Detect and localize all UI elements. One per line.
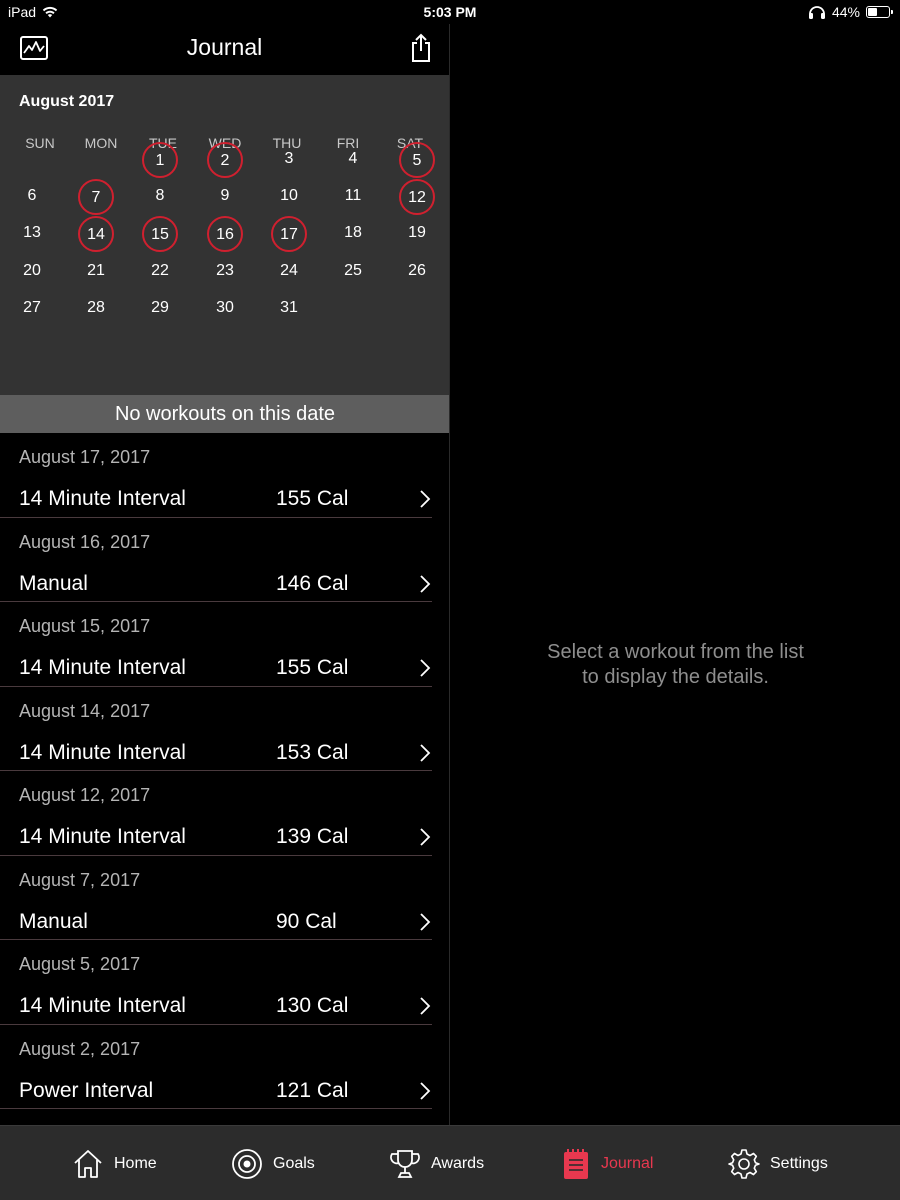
tab-journal-label: Journal [601,1155,654,1172]
weekday-label: SUN [25,135,55,151]
tab-awards[interactable] [389,1146,484,1182]
calendar-day[interactable]: 7 [78,179,114,215]
workout-row[interactable] [0,602,450,687]
chevron-right-icon [418,826,432,848]
calendar-day[interactable]: 21 [87,261,105,279]
share-icon [409,33,433,63]
calendar-day[interactable]: 9 [220,187,230,205]
chevron-right-icon [418,911,432,933]
chevron-right-icon [418,995,432,1017]
calendar [0,75,450,395]
battery-level [868,8,877,16]
workout-name: 14 Minute Interval [19,656,186,679]
calendar-day[interactable]: 6 [27,187,37,205]
workout-row[interactable] [0,940,450,1025]
calendar-day[interactable]: 30 [216,298,234,316]
weekday-label: FRI [336,135,360,151]
calendar-day[interactable]: 3 [284,150,294,167]
chevron-right-icon [418,742,432,764]
workout-calories: 121 Cal [276,1078,349,1102]
workout-list [0,433,450,1109]
share-button[interactable] [405,32,437,64]
calendar-day[interactable]: 14 [78,216,114,252]
status-bar [0,0,900,24]
workout-name: 14 Minute Interval [19,825,186,848]
calendar-day[interactable]: 27 [23,298,41,316]
weekday-label: MON [84,135,118,151]
calendar-day[interactable]: 23 [216,261,234,279]
workout-row[interactable] [0,687,450,772]
workout-calories: 155 Cal [276,487,349,510]
calendar-day[interactable]: 2 [207,142,243,178]
workout-name: Power Interval [19,1078,154,1102]
gear-icon [728,1148,760,1180]
tab-goals-label: Goals [273,1155,315,1172]
calendar-day[interactable]: 22 [151,261,169,279]
workout-date: August 16, 2017 [19,531,151,552]
calendar-day[interactable]: 4 [348,150,358,167]
calendar-day[interactable]: 16 [207,216,243,252]
tab-awards-label: Awards [431,1155,485,1172]
home-icon [72,1148,104,1180]
calendar-day[interactable]: 26 [408,261,426,279]
calendar-day[interactable]: 5 [399,142,435,178]
detail-placeholder [451,640,900,690]
weekday-label: WED [208,135,242,151]
workout-date: August 14, 2017 [19,700,151,721]
calendar-day[interactable]: 11 [344,187,362,205]
tab-home[interactable] [72,1146,157,1182]
workout-date: August 17, 2017 [19,447,151,467]
calendar-day[interactable]: 18 [344,224,362,242]
status-right [808,4,890,20]
detail-placeholder-line1: Select a workout from the list [547,641,804,663]
chevron-right-icon [418,657,432,679]
chevron-right-icon [418,573,432,595]
tab-settings-label: Settings [770,1155,828,1172]
workout-calories: 155 Cal [276,656,349,679]
target-icon [231,1148,263,1180]
workout-row[interactable] [0,856,450,941]
workout-name: 14 Minute Interval [19,994,186,1017]
status-time: 5:03 PM [423,4,477,20]
headphones-icon [808,5,826,19]
workout-date: August 7, 2017 [19,869,141,890]
workout-row[interactable] [0,771,450,856]
calendar-day[interactable]: 1 [142,142,178,178]
workout-calories: 153 Cal [276,740,349,764]
calendar-day[interactable]: 19 [408,224,426,242]
calendar-month: August 2017 [19,93,115,110]
workout-calories: 130 Cal [276,994,349,1017]
battery-percent: 44% [831,4,860,20]
page-title: Journal [186,34,263,60]
divider [0,1108,432,1109]
detail-placeholder-line2: to display the details. [582,666,769,688]
workout-row[interactable] [0,518,450,603]
selected-date-message: No workouts on this date [0,395,450,433]
nav-bar [0,24,449,75]
calendar-day[interactable]: 15 [142,216,178,252]
tab-home-label: Home [114,1155,157,1172]
workout-row[interactable] [0,433,450,518]
workout-date: August 5, 2017 [19,954,141,974]
calendar-day[interactable]: 29 [151,298,169,316]
tab-settings[interactable] [728,1146,828,1182]
workout-name: 14 Minute Interval [19,487,186,510]
calendar-day[interactable]: 10 [280,187,298,205]
calendar-day[interactable]: 13 [23,224,41,242]
calendar-day[interactable]: 28 [87,298,105,316]
journal-icon [561,1148,591,1180]
calendar-day[interactable]: 25 [344,261,362,279]
calendar-day[interactable]: 12 [399,179,435,215]
chevron-right-icon [418,488,432,510]
battery-icon [866,6,890,18]
workout-row[interactable] [0,1025,450,1110]
workout-name: 14 Minute Interval [19,740,186,764]
weekday-label: THU [272,135,302,151]
tab-journal[interactable] [561,1146,653,1182]
workout-calories: 139 Cal [276,825,349,848]
workout-date: August 15, 2017 [19,616,151,636]
weekday-label: SAT [396,135,424,151]
trophy-icon [389,1148,421,1180]
workout-calories: 90 Cal [276,909,337,933]
tab-goals[interactable] [231,1146,315,1182]
weekday-label: TUE [149,135,177,151]
journal-pane [0,24,450,1125]
workout-name: Manual [19,909,88,933]
chevron-right-icon [418,1080,432,1102]
workout-date: August 2, 2017 [19,1038,141,1059]
device-name: iPad [8,4,37,20]
workout-calories: 146 Cal [276,571,349,595]
workout-name: Manual [19,571,88,595]
tab-bar [0,1125,900,1200]
calendar-day[interactable]: 24 [280,261,298,279]
calendar-day[interactable]: 31 [280,298,298,316]
calendar-day[interactable]: 17 [271,216,307,252]
calendar-day[interactable]: 20 [23,261,41,279]
calendar-day[interactable]: 8 [155,187,165,205]
workout-date: August 12, 2017 [19,785,151,805]
